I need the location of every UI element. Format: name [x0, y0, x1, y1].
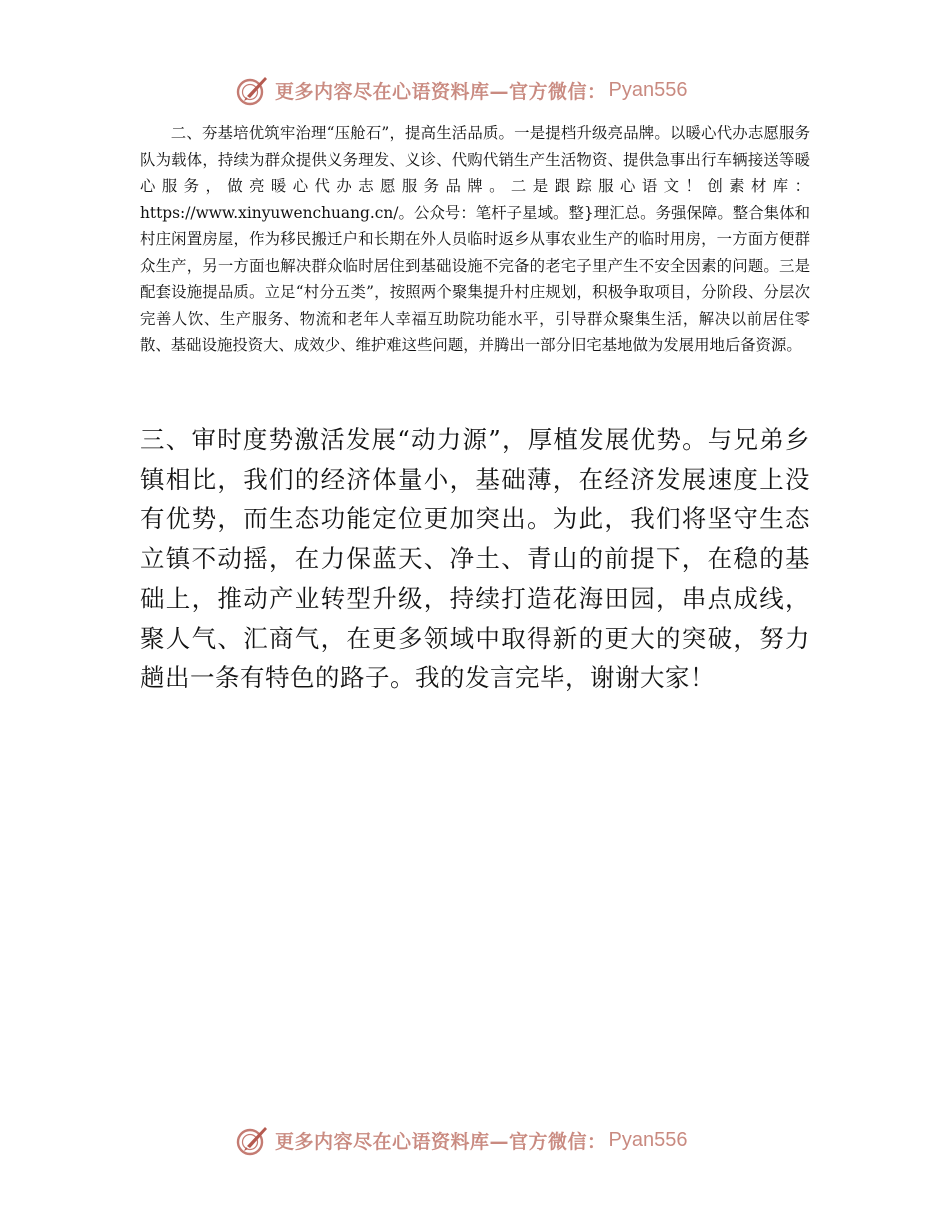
- body-paragraph-2: 三、审时度势激活发展“动力源”，厚植发展优势。与兄弟乡镇相比，我们的经济体量小，基础薄，在经济发展速度上没有优势，而生态功能定位更加突出。为此，我们将坚守生态立镇不动摇，在力保蓝天、净土、青山的前提下，在稳的基础上，推动产业转型升级，持续打造花海田园，串点成线，聚人气、汇商气，在更多领域中取得新的更大的突破，努力趟出一条有特色的路子。我的发言完毕，谢谢大家！: [140, 425, 810, 693]
- footer-watermark: [235, 1120, 687, 1160]
- body-paragraph-1: 二、夯基培优筑牢治理“压舱石”，提高生活品质。一是提档升级亮品牌。以暖心代办志愿服务队为载体，持续为群众提供义务理发、义诊、代购代销生产生活物资、提供急事出行车辆接送等暖心服务，做亮暖心代办志愿服务品牌。二是跟踪服心语文！创素材库：https://www.xinyuwenchuang.cn/。公众号：笔杆子星域。整}理汇总。务强保障。整合集体和村庄闲置房屋，作为移民搬迁户和长期在外人员临时返乡从事农业生产的临时用房，一方面方便群众生产，另一方面也解决群众临时居住到基础设施不完备的老宅子里产生不安全因素的问题。三是配套设施提品质。立足“村分五类”，按照两个聚集提升村庄规划，积极争取项目，分阶段、分层次完善人饮、生产服务、物流和老年人幸福互助院功能水平，引导群众聚集生活，解决以前居住零散、基础设施投资大、成效少、维护难这些问题，并腾出一部分旧宅基地做为发展用地后备资源。: [140, 124, 810, 354]
- wechat-id: Pyan556: [608, 78, 688, 101]
- wechat-id: Pyan556: [608, 1128, 688, 1151]
- watermark-text: 更多内容尽在心语资料库—官方微信：: [275, 1130, 607, 1153]
- header-watermark: [235, 70, 687, 110]
- quill-pen-seal-icon: [235, 1123, 269, 1157]
- quill-pen-seal-icon: [235, 73, 269, 107]
- watermark-text: 更多内容尽在心语资料库—官方微信：: [275, 80, 607, 103]
